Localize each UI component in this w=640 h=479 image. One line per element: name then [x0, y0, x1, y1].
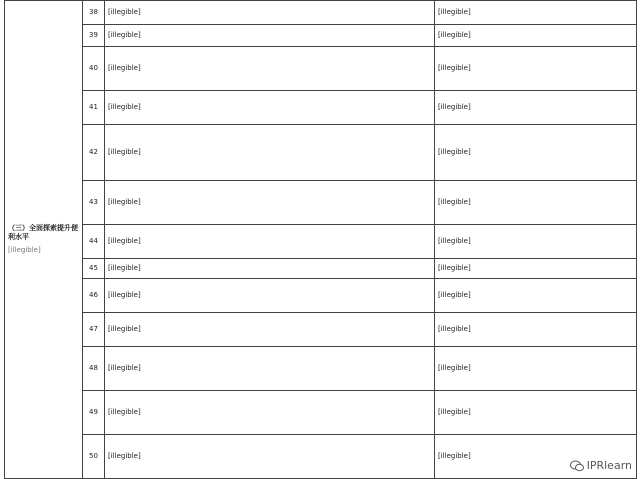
table-row — [5, 47, 637, 91]
row-number: 38 — [83, 1, 105, 25]
row-number: 43 — [83, 181, 105, 225]
row-number: 44 — [83, 225, 105, 259]
responsible-dept: [illegible] — [435, 25, 637, 47]
measure-content: [illegible] — [105, 47, 435, 91]
table-row — [5, 347, 637, 391]
measure-content: [illegible] — [105, 259, 435, 279]
measure-content: [illegible] — [105, 435, 435, 479]
responsible-dept: [illegible] — [435, 1, 637, 25]
row-number: 41 — [83, 91, 105, 125]
measure-content: [illegible] — [105, 347, 435, 391]
responsible-dept: [illegible] — [435, 125, 637, 181]
row-number: 50 — [83, 435, 105, 479]
table-row — [5, 259, 637, 279]
policy-table — [4, 0, 637, 479]
measure-content: [illegible] — [105, 181, 435, 225]
table-row — [5, 435, 637, 479]
table-row — [5, 391, 637, 435]
row-number: 48 — [83, 347, 105, 391]
responsible-dept: [illegible] — [435, 47, 637, 91]
table-row — [5, 181, 637, 225]
responsible-dept: [illegible] — [435, 391, 637, 435]
measure-content: [illegible] — [105, 279, 435, 313]
category-body: [illegible] — [8, 246, 41, 254]
watermark — [570, 459, 632, 472]
responsible-dept: [illegible] — [435, 279, 637, 313]
table-row — [5, 91, 637, 125]
category-heading: （三）全面探索提升便利水平 — [8, 224, 78, 241]
category-cell — [5, 1, 83, 479]
responsible-dept: [illegible] — [435, 181, 637, 225]
responsible-dept: [illegible] — [435, 435, 637, 479]
row-number: 46 — [83, 279, 105, 313]
measure-content: [illegible] — [105, 1, 435, 25]
measure-content: [illegible] — [105, 391, 435, 435]
row-number: 45 — [83, 259, 105, 279]
responsible-dept: [illegible] — [435, 91, 637, 125]
table-row — [5, 125, 637, 181]
measure-content: [illegible] — [105, 313, 435, 347]
table-row — [5, 279, 637, 313]
row-number: 42 — [83, 125, 105, 181]
measure-content: [illegible] — [105, 225, 435, 259]
wechat-icon — [570, 460, 584, 472]
watermark-text: IPRlearn — [586, 459, 632, 472]
responsible-dept: [illegible] — [435, 259, 637, 279]
measure-content: [illegible] — [105, 91, 435, 125]
responsible-dept: [illegible] — [435, 225, 637, 259]
row-number: 39 — [83, 25, 105, 47]
table-row — [5, 1, 637, 25]
responsible-dept: [illegible] — [435, 313, 637, 347]
table-row — [5, 25, 637, 47]
table-row — [5, 225, 637, 259]
measure-content: [illegible] — [105, 125, 435, 181]
row-number: 40 — [83, 47, 105, 91]
measure-content: [illegible] — [105, 25, 435, 47]
row-number: 49 — [83, 391, 105, 435]
responsible-dept: [illegible] — [435, 347, 637, 391]
table-row — [5, 313, 637, 347]
row-number: 47 — [83, 313, 105, 347]
